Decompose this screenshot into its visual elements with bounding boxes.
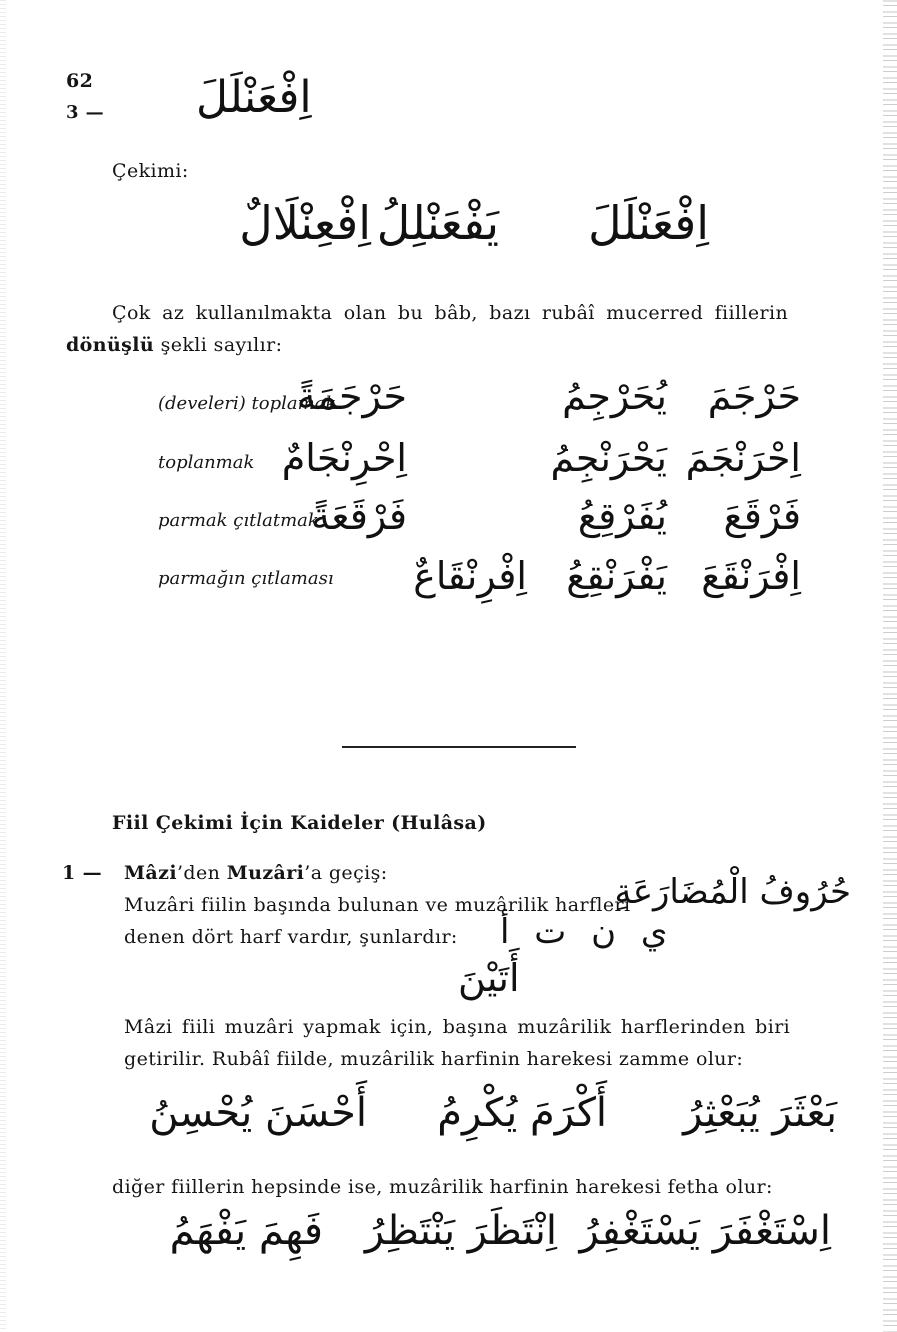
damma-example-1: بَعْثَرَ يُبَعْثِرُ <box>683 1090 837 1136</box>
example-meaning-2: toplanmak <box>158 452 255 473</box>
intro-line-2-rest: şekli sayılır: <box>154 334 283 356</box>
cekimi-form-masdar: اِفْعِنْلَالٌ <box>239 196 371 250</box>
rule-1-line-3: Mâzi fiili muzâri yapmak için, başına muzârilik harflerinden biri <box>124 1016 791 1038</box>
example-mudari-4: يَفْرَنْقِعُ <box>566 554 667 598</box>
rule-1-line-1: Muzâri fiilin başında bulunan ve muzârilik harfleri <box>124 894 631 916</box>
rule-1-line-2: denen dört harf vardır, şunlardır: <box>124 926 458 948</box>
rule-1-line-4: getirilir. Rubâî fiilde, muzârilik harfinin harekesi zamme olur: <box>124 1048 744 1070</box>
page-number: 62 <box>66 70 94 92</box>
rule-1-heading-muzari: Muzâri <box>226 862 305 884</box>
example-meaning-1: (develeri) toplamak <box>158 393 337 414</box>
example-meaning-4: parmağın çıtlaması <box>158 568 334 589</box>
section-divider <box>342 746 576 748</box>
example-masdar-3: فَرْقَعَةً <box>310 494 407 538</box>
rule-1-number: 1 — <box>62 862 103 884</box>
example-madi-1: حَرْجَمَ <box>707 374 801 418</box>
example-mudari-2: يَحْرَنْجِمُ <box>550 436 667 480</box>
intro-line-2 <box>66 334 282 356</box>
cekimi-label: Çekimi: <box>112 160 189 182</box>
scan-left-edge <box>0 0 6 1332</box>
example-mudari-1: يُحَرْجِمُ <box>562 374 667 418</box>
rule-1-heading <box>124 862 388 884</box>
cekimi-form-mudari: يَفْعَنْلِلُ <box>376 196 499 250</box>
damma-example-2: أَكْرَمَ يُكْرِمُ <box>437 1090 607 1136</box>
rules-title: Fiil Çekimi İçin Kaideler (Hulâsa) <box>112 812 487 834</box>
example-madi-2: اِحْرَنْجَمَ <box>685 436 801 480</box>
intro-bold-word: dönüşlü <box>66 334 155 356</box>
example-mudari-3: يُفَرْقِعُ <box>577 494 667 538</box>
cekimi-form-madi: اِفْعَنْلَلَ <box>588 196 709 250</box>
muzari-mnemonic: أَتَيْنَ <box>458 956 520 1000</box>
damma-example-3: أَحْسَنَ يُحْسِنُ <box>149 1090 367 1136</box>
example-masdar-1: حَرْجَمَةً <box>296 374 407 418</box>
fatha-example-1: اِسْتَغْفَرَ يَسْتَغْفِرُ <box>579 1208 831 1254</box>
rule-1-heading-mazi: Mâzi <box>124 862 177 884</box>
rule-1-heading-text-2: ’a geçiş: <box>304 862 388 884</box>
example-madi-4: اِفْرَنْقَعَ <box>701 554 801 598</box>
muzari-letters: ي ن ت أ <box>500 912 668 952</box>
example-masdar-4: اِفْرِنْقَاعٌ <box>413 554 527 598</box>
intro-line-1: Çok az kullanılmakta olan bu bâb, bazı rubâî mucerred fiillerin <box>112 302 789 324</box>
fatha-example-3: فَهِمَ يَفْهَمُ <box>169 1208 323 1254</box>
section-marker: 3 — <box>66 102 104 123</box>
example-masdar-2: اِحْرِنْجَامٌ <box>281 436 407 480</box>
scan-right-edge <box>883 0 897 1332</box>
example-madi-3: فَرْقَعَ <box>723 494 801 538</box>
example-meaning-3: parmak çıtlatmak <box>158 510 319 531</box>
rule-1-heading-text-1: ’den <box>176 862 227 884</box>
rule-1-line-5: diğer fiillerin hepsinde ise, muzârilik harfinin harekesi fetha olur: <box>112 1176 773 1198</box>
rule-1-line-1-arabic: حُرُوفُ الْمُضَارَعَةِ <box>614 872 851 912</box>
section-heading-arabic: اِفْعَنْلَلَ <box>196 72 312 123</box>
fatha-example-2: اِنْتَظَرَ يَنْتَظِرُ <box>364 1208 557 1254</box>
